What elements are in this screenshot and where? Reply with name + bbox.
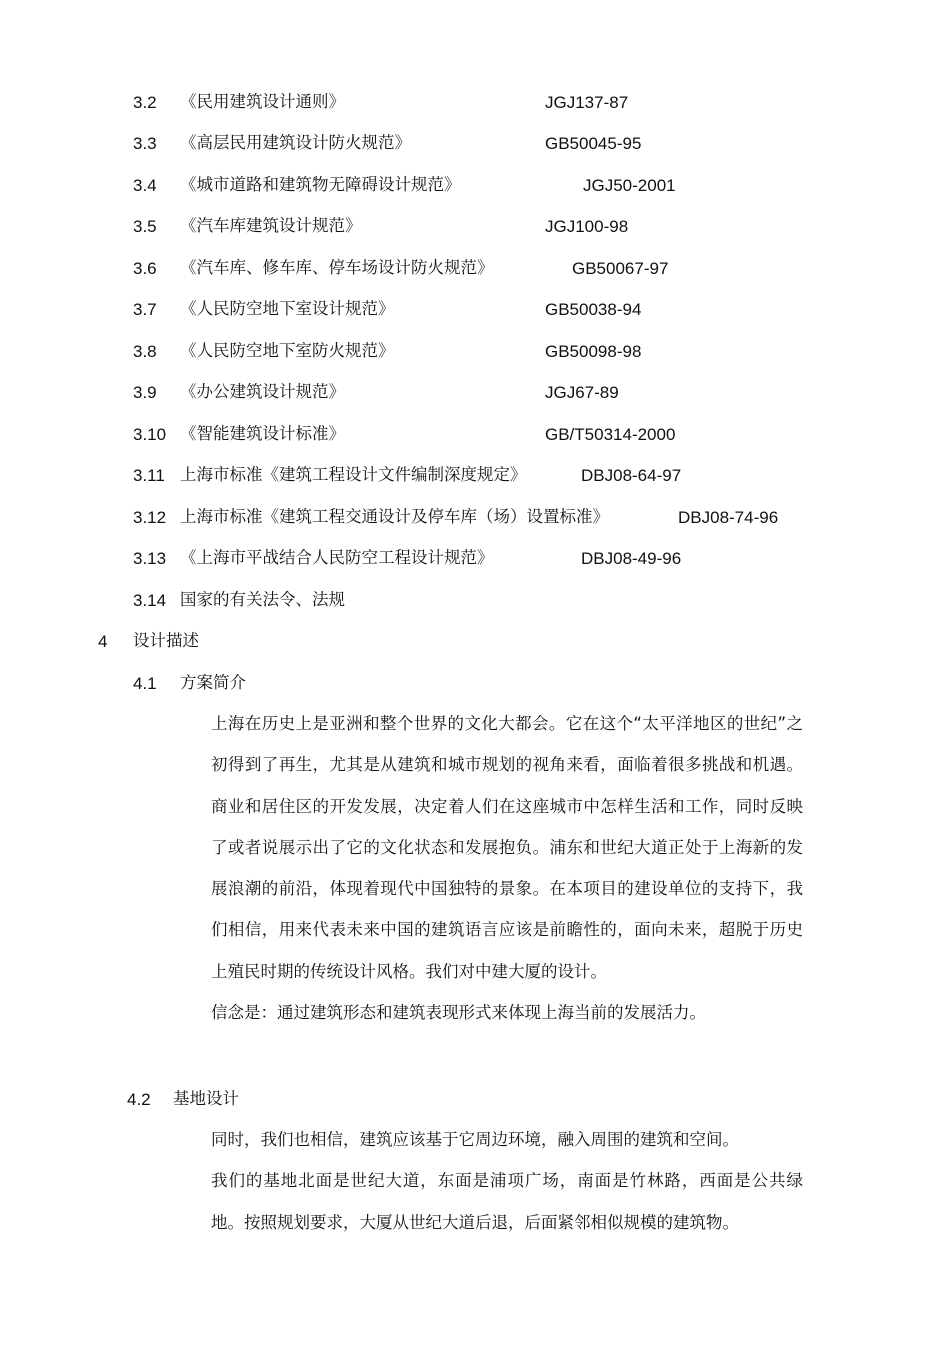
ref-number: 3.2 bbox=[133, 93, 157, 112]
ref-code: GB50098-98 bbox=[545, 342, 642, 361]
ref-code: GB50067-97 bbox=[572, 259, 669, 278]
paragraph: 同时，我们也相信，建筑应该基于它周边环境，融入周围的建筑和空间。 bbox=[211, 1130, 739, 1149]
ref-code: JGJ100-98 bbox=[545, 217, 629, 236]
subsection-title: 方案简介 bbox=[180, 673, 246, 692]
ref-code: DBJ08-64-97 bbox=[581, 466, 682, 485]
ref-code: GB/T50314-2000 bbox=[545, 425, 676, 444]
ref-code: JGJ50-2001 bbox=[583, 176, 676, 195]
ref-number: 3.8 bbox=[133, 342, 157, 361]
section-number: 4 bbox=[98, 632, 108, 651]
paragraph: 信念是：通过建筑形态和建筑表现形式来体现上海当前的发展活力。 bbox=[211, 1003, 706, 1023]
ref-number: 3.4 bbox=[133, 176, 157, 195]
ref-title: 《高层民用建筑设计防火规范》 bbox=[180, 133, 411, 152]
ref-title: 上海市标准《建筑工程交通设计及停车库（场）设置标准》 bbox=[180, 507, 609, 526]
ref-number: 3.11 bbox=[133, 466, 165, 485]
ref-code: JGJ67-89 bbox=[545, 383, 619, 402]
ref-title: 《民用建筑设计通则》 bbox=[180, 92, 345, 111]
ref-number: 3.14 bbox=[133, 591, 167, 610]
ref-number: 3.9 bbox=[133, 383, 157, 402]
ref-title: 上海市标准《建筑工程设计文件编制深度规定》 bbox=[180, 465, 527, 484]
subsection-number: 4.1 bbox=[133, 674, 157, 693]
subsection-title: 基地设计 bbox=[173, 1089, 239, 1108]
ref-number: 3.3 bbox=[133, 134, 157, 153]
ref-title: 《办公建筑设计规范》 bbox=[180, 382, 345, 401]
section-4-1-body bbox=[211, 703, 803, 1033]
ref-code: GB50045-95 bbox=[545, 134, 642, 153]
ref-number: 3.5 bbox=[133, 217, 157, 236]
ref-title: 《汽车库、修车库、停车场设计防火规范》 bbox=[180, 258, 494, 277]
paragraph: 我们的基地北面是世纪大道，东面是浦项广场，南面是竹林路，西面是公共绿地。按照规划要求，大厦从世纪大道后退，后面紧邻相似规模的建筑物。 bbox=[211, 1171, 803, 1232]
ref-title: 《人民防空地下室防火规范》 bbox=[180, 341, 395, 360]
ref-number: 3.13 bbox=[133, 549, 167, 568]
ref-number: 3.10 bbox=[133, 425, 167, 444]
section-title: 设计描述 bbox=[133, 631, 199, 650]
ref-number: 3.7 bbox=[133, 300, 157, 319]
ref-code: DBJ08-49-96 bbox=[581, 549, 682, 568]
ref-code: DBJ08-74-96 bbox=[678, 508, 779, 527]
ref-code: GB50038-94 bbox=[545, 300, 642, 319]
ref-title: 《城市道路和建筑物无障碍设计规范》 bbox=[180, 175, 461, 194]
ref-number: 3.12 bbox=[133, 508, 167, 527]
section-4-2-body bbox=[211, 1119, 803, 1243]
paragraph: 上海在历史上是亚洲和整个世界的文化大都会。它在这个“太平洋地区的世纪”之初得到了再生，尤其是从建筑和城市规划的视角来看，面临着很多挑战和机遇。商业和居住区的开发发展，决定着人们在这座城市中怎样生活和工作，同时反映了或者说展示出了它的文化状态和发展抱负。浦东和世纪大道正处于上海新的发展浪潮的前沿，体现着现代中国独特的景象。在本项目的建设单位的支持下，我们相信，用来代表未来中国的建筑语言应该是前瞻性的，面向未来，超脱于历史上殖民时期的传统设计风格。我们对中建大厦的设计。 bbox=[211, 714, 803, 981]
ref-title: 《智能建筑设计标准》 bbox=[180, 424, 345, 443]
ref-title: 《上海市平战结合人民防空工程设计规范》 bbox=[180, 548, 494, 567]
subsection-number: 4.2 bbox=[127, 1090, 151, 1109]
ref-title: 《汽车库建筑设计规范》 bbox=[180, 216, 362, 235]
ref-title: 《人民防空地下室设计规范》 bbox=[180, 299, 395, 318]
ref-number: 3.6 bbox=[133, 259, 157, 278]
ref-code: JGJ137-87 bbox=[545, 93, 629, 112]
ref-title: 国家的有关法令、法规 bbox=[180, 590, 345, 609]
